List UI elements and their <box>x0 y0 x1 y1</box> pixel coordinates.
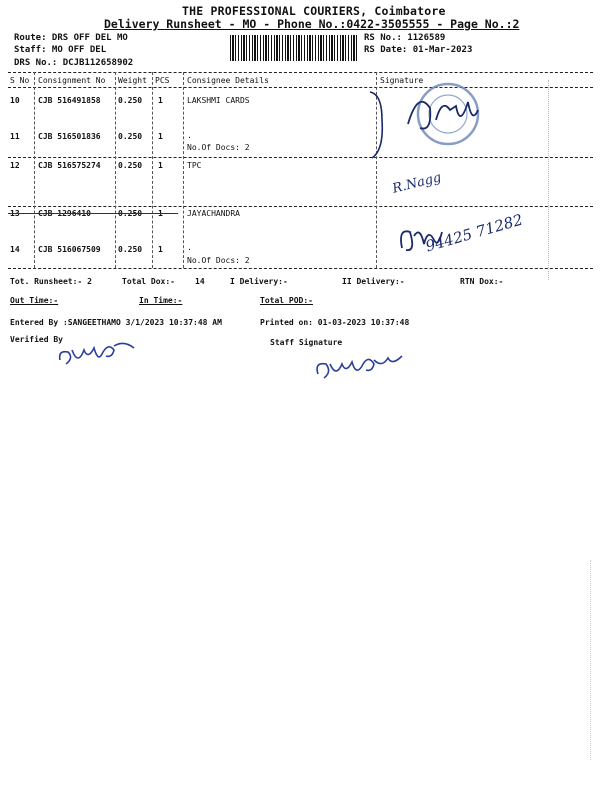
row-doc-count: No.Of Docs: 2 <box>187 256 250 265</box>
row-pcs: 1 <box>158 132 163 141</box>
col-divider <box>34 72 35 268</box>
total-dox-value: 14 <box>195 277 205 286</box>
row-weight: 0.250 <box>118 161 143 170</box>
rs-date: RS Date: 01-Mar-2023 <box>364 45 473 55</box>
row-pcs: 1 <box>158 161 163 170</box>
table-top-rule <box>8 72 593 73</box>
row-consignee: JAYACHANDRA <box>187 209 240 218</box>
rtn-dox: RTN Dox:- <box>460 277 504 286</box>
col-header-consignee: Consignee Details <box>187 76 269 85</box>
row-weight: 0.250 <box>118 132 143 141</box>
row-sno: 14 <box>10 245 20 254</box>
tot-runsheet: Tot. Runsheet:- 2 <box>10 277 92 286</box>
rs-number: RS No.: 1126589 <box>364 33 446 43</box>
signature-row12: R.Nagg <box>390 170 443 197</box>
total-dox-label: Total Dox:- <box>122 277 175 286</box>
col-divider <box>183 72 184 268</box>
row-pcs: 1 <box>158 96 163 105</box>
row-doc-count: No.Of Docs: 2 <box>187 143 250 152</box>
phone-note: 94425 71282 <box>423 210 525 256</box>
total-pod: Total POD:- <box>260 296 313 305</box>
route-label: Route: DRS OFF DEL MO <box>14 33 128 43</box>
row-pcs: 1 <box>158 209 163 218</box>
runsheet-subtitle: Delivery Runsheet - MO - Phone No.:0422-3505555 - Page No.:2 <box>104 17 520 31</box>
staff-signature <box>312 348 412 382</box>
col-header-pcs: PCS <box>155 76 170 85</box>
staff-signature-label: Staff Signature <box>270 338 343 347</box>
row-weight: 0.250 <box>118 245 143 254</box>
out-time: Out Time:- <box>10 296 59 305</box>
stamp-icon <box>418 84 478 144</box>
row-consignment: CJB 516067509 <box>38 245 101 254</box>
entered-by: Entered By :SANGEETHAMO 3/1/2023 10:37:48 AM <box>10 318 222 327</box>
col-header-signature: Signature <box>380 76 424 85</box>
row-consignee: . <box>187 243 192 252</box>
row-consignee: TPC <box>187 161 202 170</box>
i-delivery: I Delivery:- <box>230 277 288 286</box>
row-sno: 11 <box>10 132 20 141</box>
col-header-sno: S No <box>10 76 30 85</box>
staff-label: Staff: MO OFF DEL <box>14 45 107 55</box>
row-consignment: CJB 516501836 <box>38 132 101 141</box>
verified-by-signature <box>54 336 144 370</box>
barcode <box>230 35 357 61</box>
verified-by-label: Verified By <box>10 335 63 344</box>
ii-delivery: II Delivery:- <box>342 277 405 286</box>
company-title: THE PROFESSIONAL COURIERS, Coimbatore <box>182 4 446 18</box>
row-consignee: . <box>187 131 192 140</box>
row-sno: 10 <box>10 96 20 105</box>
row-sno: 12 <box>10 161 20 170</box>
row-weight: 0.250 <box>118 96 143 105</box>
scan-artifact <box>548 80 549 280</box>
row-consignment: CJB 516575274 <box>38 161 101 170</box>
row-pcs: 1 <box>158 245 163 254</box>
in-time: In Time:- <box>139 296 183 305</box>
row-consignment: CJB 516491858 <box>38 96 101 105</box>
col-header-weight: Weight <box>118 76 147 85</box>
col-header-consignment: Consignment No <box>38 76 106 85</box>
strike-through <box>8 213 178 214</box>
scan-artifact <box>590 560 591 760</box>
printed-on: Printed on: 01-03-2023 10:37:48 <box>260 318 410 327</box>
row-consignee: LAKSHMI CARDS <box>187 96 250 105</box>
col-divider <box>152 72 153 268</box>
row-weight: 0.250 <box>118 209 143 218</box>
row-consignment: CJB 1296410 <box>38 209 91 218</box>
drs-number: DRS No.: DCJB112658902 <box>14 58 134 68</box>
bracket-mark <box>370 92 382 158</box>
row-sno: 13 <box>10 209 20 218</box>
col-divider <box>115 72 116 268</box>
